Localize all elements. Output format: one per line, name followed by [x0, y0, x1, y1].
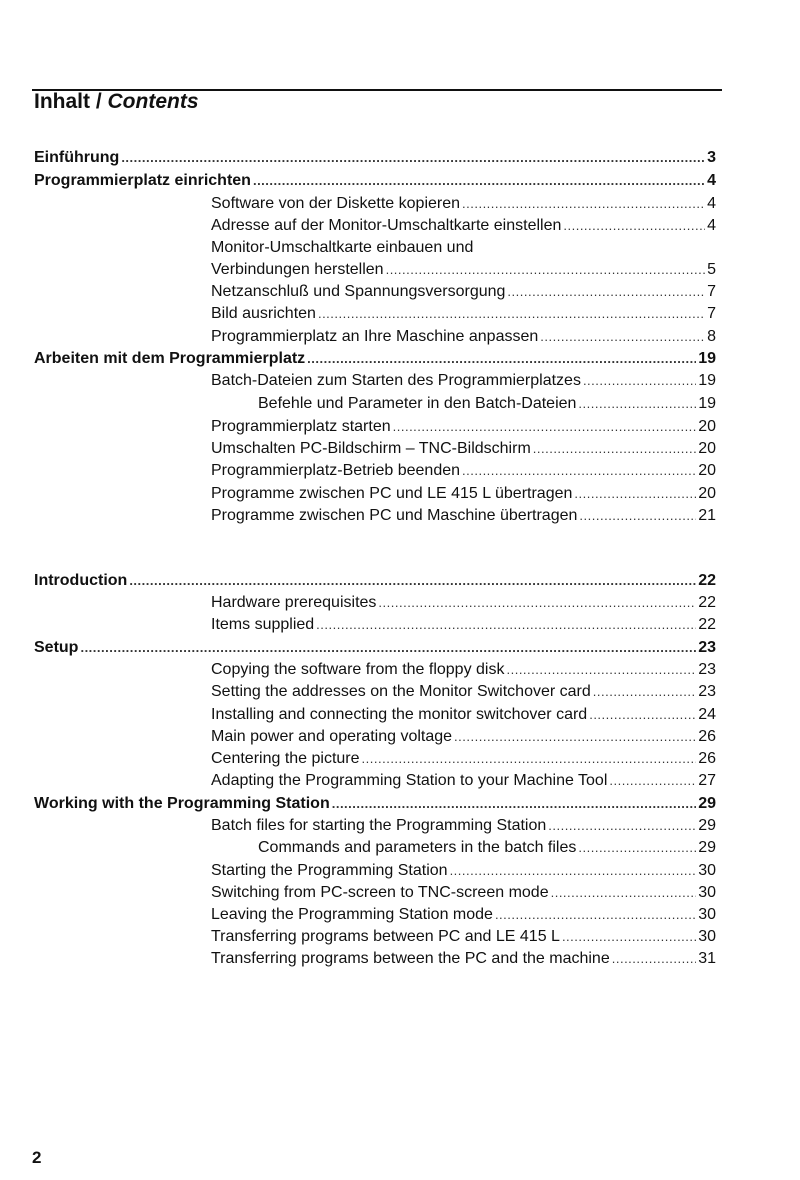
toc-entry-page: 29: [698, 839, 716, 856]
toc-entry-label: Netzanschluß und Spannungsversorgung: [211, 283, 506, 300]
toc-leader-dots: [563, 215, 705, 237]
toc-entry-label: Leaving the Programming Station mode: [211, 906, 493, 923]
toc-entry: [34, 637, 716, 659]
toc-leader-dots: [506, 659, 696, 681]
toc-entry-page: 23: [698, 639, 716, 656]
toc-entry-page: 30: [698, 906, 716, 923]
toc-entry-page: 22: [698, 616, 716, 633]
toc-entry: [211, 416, 716, 438]
toc-entry-page: 4: [707, 217, 716, 234]
toc-entry-page: 20: [698, 440, 716, 457]
toc-entry-page: 19: [698, 350, 716, 367]
title-english: Contents: [107, 90, 199, 113]
toc-entry-label: Programmierplatz starten: [211, 418, 391, 435]
toc-entry-label: Transferring programs between PC and LE 415 L: [211, 928, 560, 945]
toc-entry-page: 31: [698, 950, 716, 967]
toc-leader-dots: [318, 303, 705, 325]
toc-entry-label: Hardware prerequisites: [211, 594, 377, 611]
toc-entry-page: 29: [698, 817, 716, 834]
toc-entry: [211, 505, 716, 527]
toc-entry-label: Umschalten PC-Bildschirm – TNC-Bildschirm: [211, 440, 531, 457]
toc-entry-page: 30: [698, 862, 716, 879]
toc-entry: [211, 193, 716, 215]
page-title: [34, 90, 199, 114]
toc-entry-label: Batch files for starting the Programming Station: [211, 817, 547, 834]
toc-leader-dots: [378, 592, 696, 614]
toc-entry-label: Adresse auf der Monitor-Umschaltkarte einstellen: [211, 217, 562, 234]
toc-entry-page: 3: [707, 149, 716, 166]
toc-leader-dots: [462, 460, 696, 482]
toc-entry: [211, 592, 716, 614]
toc-entry-page: 7: [707, 305, 716, 322]
toc-entry-page: 24: [698, 706, 716, 723]
toc-entry: [34, 570, 716, 592]
toc-leader-dots: [540, 326, 705, 348]
toc-leader-dots: [574, 483, 696, 505]
toc-entry-label: Items supplied: [211, 616, 315, 633]
toc-entry: [211, 460, 716, 482]
toc-entry: [211, 303, 716, 325]
toc-entry-label: Commands and parameters in the batch files: [258, 839, 577, 856]
toc-entry-page: 23: [698, 661, 716, 678]
toc-entry-label: Starting the Programming Station: [211, 862, 448, 879]
toc-entry-page: 21: [698, 507, 716, 524]
toc-leader-dots: [80, 637, 696, 659]
toc-entry: [211, 483, 716, 505]
toc-leader-dots: [450, 860, 697, 882]
toc-entry: [211, 882, 716, 904]
toc-entry-label: Programmierplatz einrichten: [34, 172, 251, 189]
toc-leader-dots: [129, 570, 696, 592]
toc-entry-label: Copying the software from the floppy disk: [211, 661, 505, 678]
toc-entry-label: Batch-Dateien zum Starten des Programmierplatzes: [211, 372, 581, 389]
toc-entry-page: 22: [698, 594, 716, 611]
toc-entry: [211, 926, 716, 948]
toc-leader-dots: [307, 348, 696, 370]
toc-leader-dots: [316, 614, 696, 636]
toc-entry: [34, 170, 716, 192]
toc-entry: [211, 948, 716, 970]
toc-entry: [211, 614, 716, 636]
toc-entry-page: 30: [698, 928, 716, 945]
toc-entry-label: Transferring programs between the PC and the machine: [211, 950, 610, 967]
toc-entry: [34, 147, 716, 169]
toc-entry: [34, 348, 716, 370]
toc-entry-page: 27: [698, 772, 716, 789]
toc-entry: [211, 904, 716, 926]
toc-leader-dots: [579, 505, 696, 527]
toc-leader-dots: [583, 370, 696, 392]
page-number: 2: [32, 1148, 42, 1167]
toc-leader-dots: [393, 416, 697, 438]
toc-entry: [211, 438, 716, 460]
toc-entry-page: 19: [698, 372, 716, 389]
toc-entry-label: Einführung: [34, 149, 120, 166]
toc-leader-dots: [609, 770, 696, 792]
toc-entry-label: Adapting the Programming Station to your Machine Tool: [211, 772, 608, 789]
title-separator: /: [90, 90, 108, 113]
toc-entry-label: Switching from PC-screen to TNC-screen mode: [211, 884, 549, 901]
toc-entry-label: Verbindungen herstellen: [211, 261, 384, 278]
toc-entry-label: Arbeiten mit dem Programmierplatz: [34, 350, 306, 367]
toc-entry-page: 8: [707, 328, 716, 345]
toc-leader-dots: [462, 193, 705, 215]
toc-entry-label: Setup: [34, 639, 79, 656]
toc-leader-dots: [593, 681, 696, 703]
toc-entry-page: 20: [698, 485, 716, 502]
toc-entry: [211, 237, 716, 259]
toc-entry: [211, 770, 716, 792]
toc-entry: [34, 793, 716, 815]
toc-leader-dots: [454, 726, 696, 748]
toc-entry: [211, 370, 716, 392]
toc-entry: [211, 215, 716, 237]
toc-entry-page: 20: [698, 462, 716, 479]
toc-entry-label: Installing and connecting the monitor switchover card: [211, 706, 588, 723]
toc-leader-dots: [386, 259, 706, 281]
toc-leader-dots: [589, 704, 696, 726]
toc-entry-label: Programmierplatz an Ihre Maschine anpassen: [211, 328, 539, 345]
toc-leader-dots: [578, 393, 696, 415]
toc-entry: [211, 726, 716, 748]
toc-entry: [211, 704, 716, 726]
toc-entry-label: Introduction: [34, 572, 128, 589]
toc-entry-label: Centering the picture: [211, 750, 360, 767]
toc-entry: [211, 681, 716, 703]
toc-leader-dots: [507, 281, 705, 303]
toc-entry: [211, 659, 716, 681]
toc-leader-dots: [612, 948, 696, 970]
toc-entry-page: 26: [698, 728, 716, 745]
toc-entry-label: Working with the Programming Station: [34, 795, 330, 812]
toc-leader-dots: [533, 438, 696, 460]
toc-leader-dots: [121, 147, 705, 169]
toc-entry: [211, 281, 716, 303]
toc-entry-label: Programme zwischen PC und LE 415 L übertragen: [211, 485, 573, 502]
toc-entry-label: Programmierplatz-Betrieb beenden: [211, 462, 461, 479]
toc-leader-dots: [362, 748, 697, 770]
toc-entry-label: Main power and operating voltage: [211, 728, 453, 745]
toc-entry-page: 7: [707, 283, 716, 300]
toc-leader-dots: [551, 882, 697, 904]
toc-entry-label: Programme zwischen PC und Maschine übertragen: [211, 507, 578, 524]
title-german: Inhalt: [34, 90, 90, 113]
toc-entry-page: 19: [698, 395, 716, 412]
toc-entry: [211, 326, 716, 348]
toc-entry: [258, 393, 716, 415]
toc-entry-page: 20: [698, 418, 716, 435]
toc-leader-dots: [332, 793, 696, 815]
toc-entry-label: Setting the addresses on the Monitor Switchover card: [211, 683, 591, 700]
toc-entry-page: 4: [707, 195, 716, 212]
toc-entry-page: 23: [698, 683, 716, 700]
toc-entry-label: Bild ausrichten: [211, 305, 316, 322]
toc-leader-dots: [548, 815, 696, 837]
toc-entry: [258, 837, 716, 859]
toc-entry-page: 26: [698, 750, 716, 767]
toc-entry-page: 5: [707, 261, 716, 278]
toc-leader-dots: [495, 904, 696, 926]
toc-leader-dots: [562, 926, 696, 948]
toc-entry-page: 22: [698, 572, 716, 589]
toc-leader-dots: [253, 170, 705, 192]
toc-entry: [211, 259, 716, 281]
toc-entry-label: Befehle und Parameter in den Batch-Dateien: [258, 395, 577, 412]
toc-entry: [211, 815, 716, 837]
toc-entry-page: 4: [707, 172, 716, 189]
toc-entry-page: 29: [698, 795, 716, 812]
toc-entry-label: Monitor-Umschaltkarte einbauen und: [211, 239, 474, 256]
toc-entry-label: Software von der Diskette kopieren: [211, 195, 461, 212]
toc-entry: [211, 748, 716, 770]
toc-leader-dots: [578, 837, 696, 859]
toc-entry: [211, 860, 716, 882]
toc-entry-page: 30: [698, 884, 716, 901]
